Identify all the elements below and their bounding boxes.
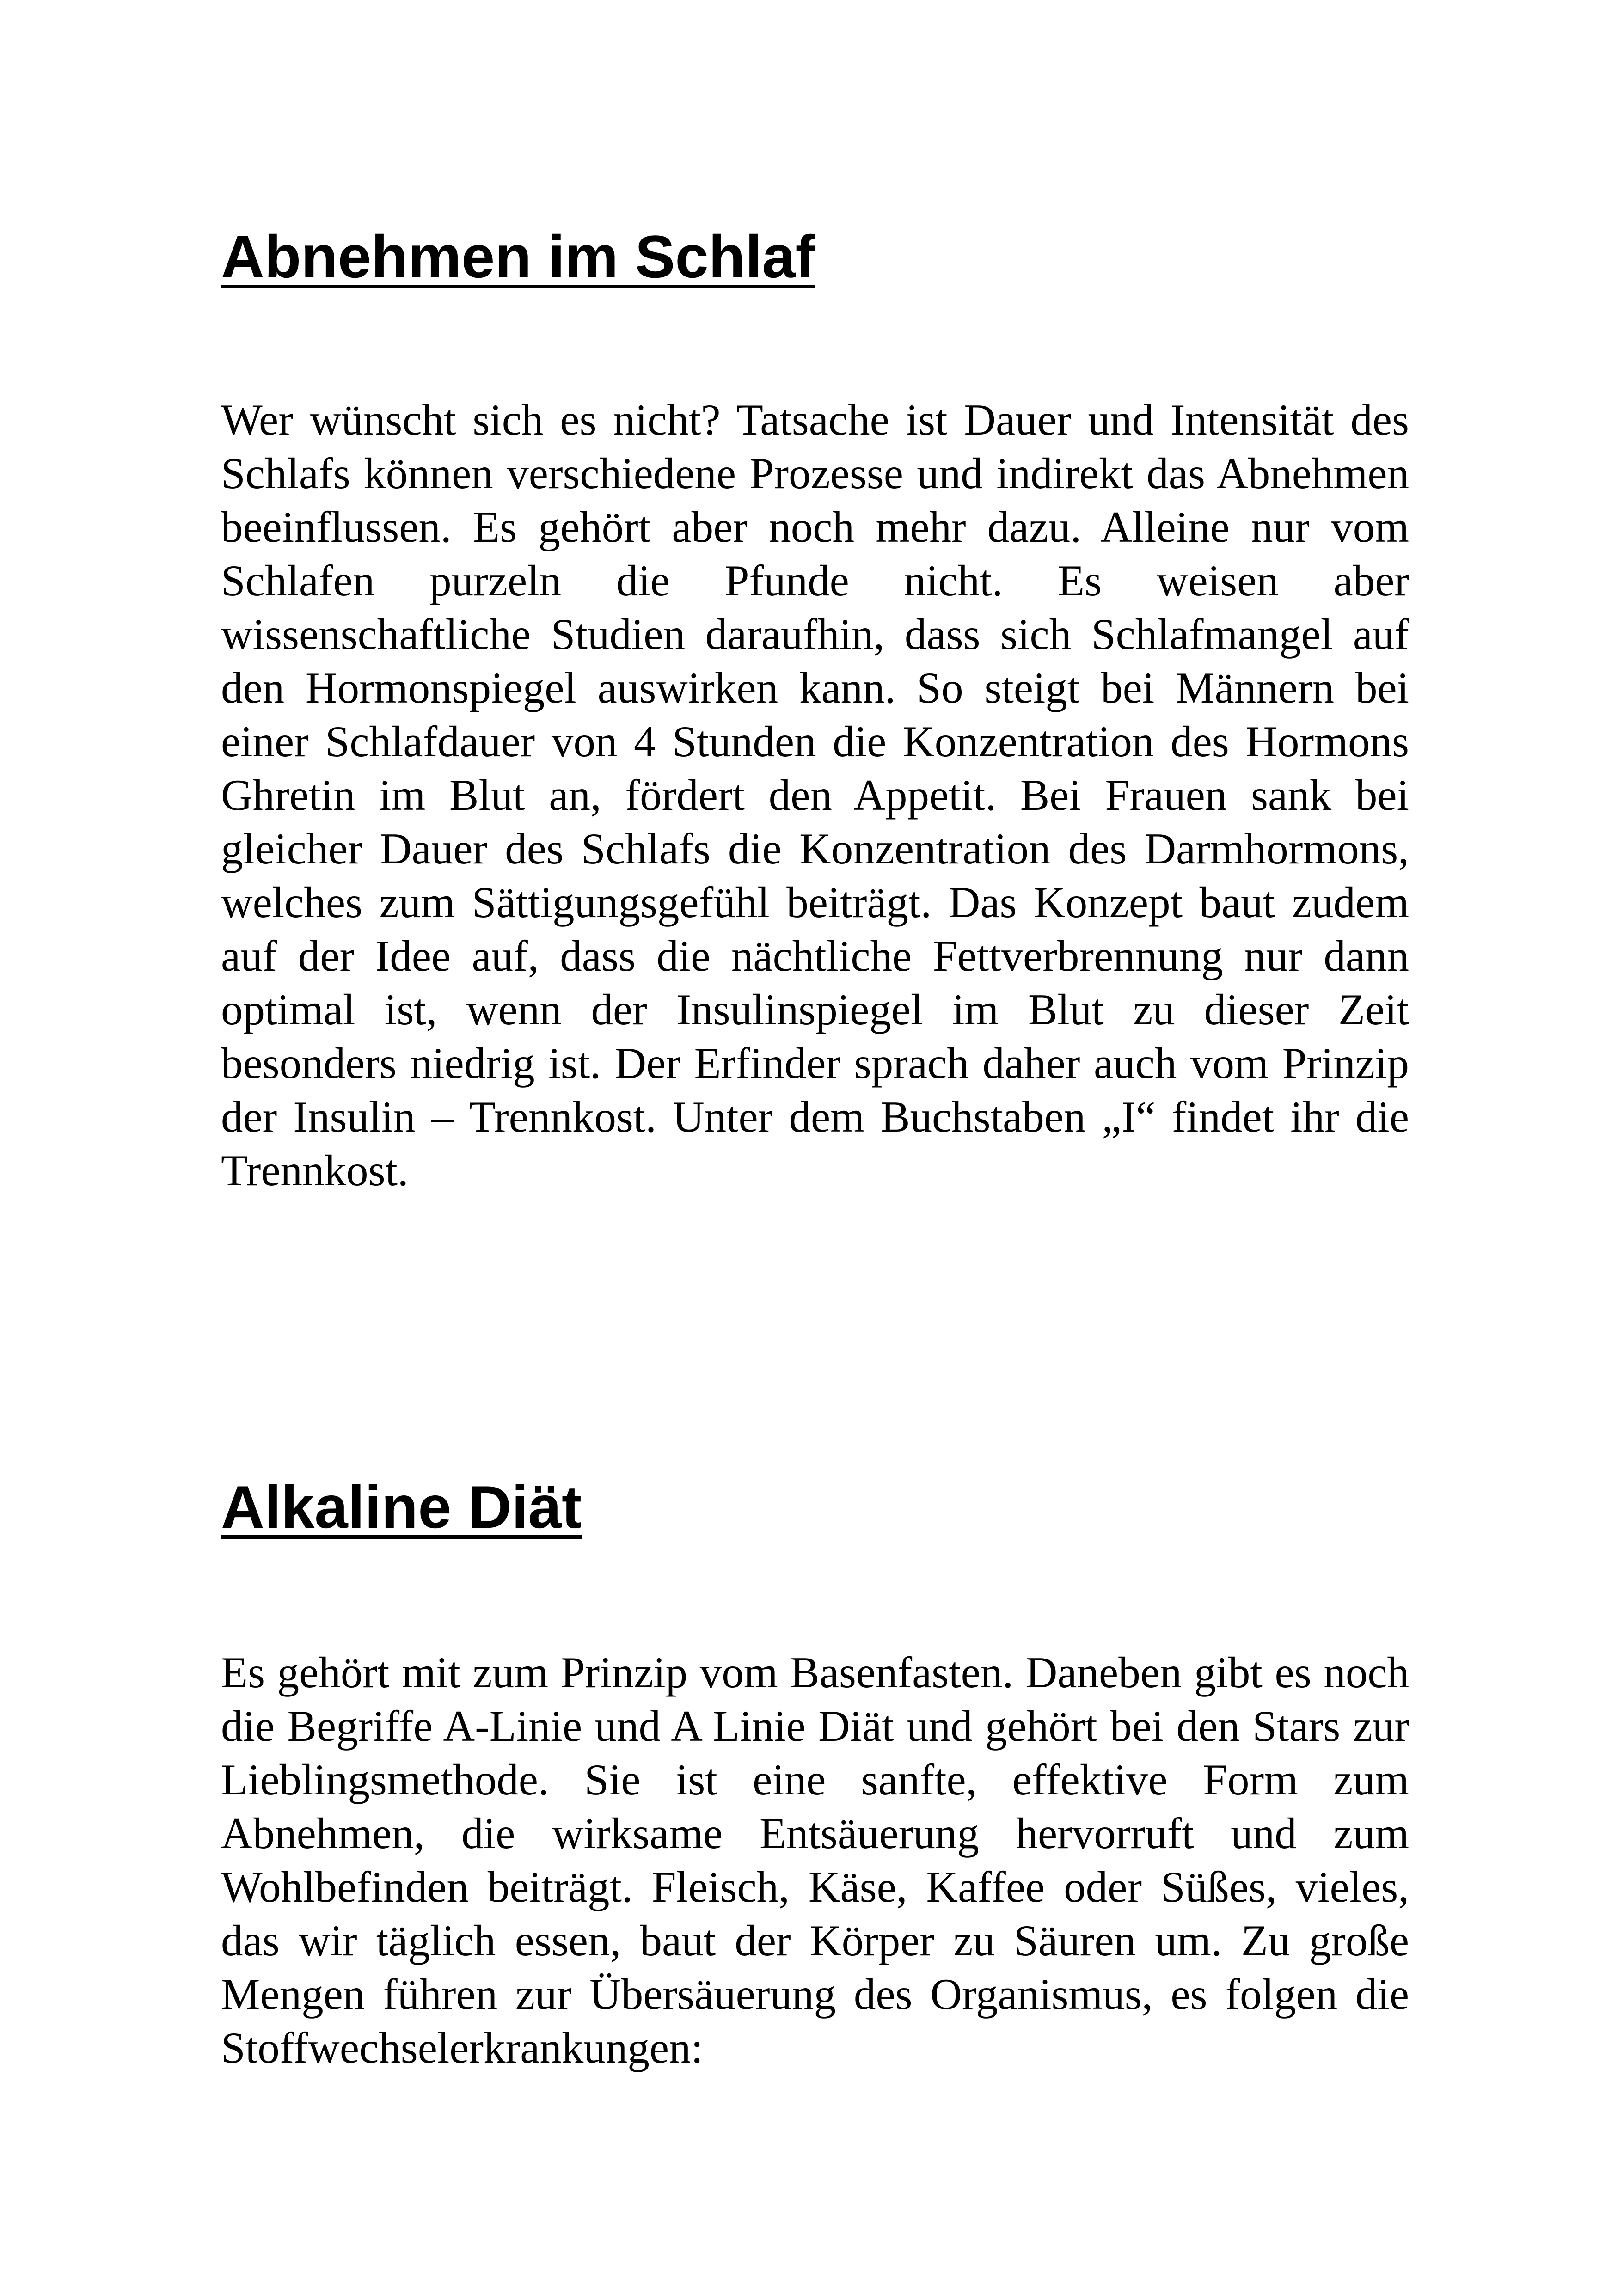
section-paragraph: Wer wünscht sich es nicht? Tatsache ist Dauer und Intensität des Schlafs können verschiedene Prozesse und indirekt das Abnehmen beeinflussen. Es gehört aber noch mehr dazu. Alleine nur vom Schlafen purzeln die Pfunde nicht. Es weisen aber wissenschaftliche Studien daraufhin, dass sich Schlafmangel auf den Hormonspiegel auswirken kann. So steigt bei Männern bei einer Schlafdauer von 4 Stunden die Konzentration des Hormons Ghretin im Blut an, fördert den Appetit. Bei Frauen sank bei gleicher Dauer des Schlafs die Konzentration des Darmhormons, welches zum Sättigungsgefühl beiträgt. Das Konzept baut zudem auf der Idee auf, dass die nächtliche Fettverbrennung nur dann optimal ist, wenn der Insulinspiegel im Blut zu dieser Zeit besonders niedrig ist. Der Erfinder sprach daher auch vom Prinzip der Insulin – Trennkost. Unter dem Buchstaben „I“ findet ihr die Trennkost. (221, 395, 1409, 1195)
section-heading: Abnehmen im Schlaf (221, 223, 815, 290)
section-paragraph: Es gehört mit zum Prinzip vom Basenfasten. Daneben gibt es noch die Begriffe A-Linie und A Linie Diät und gehört bei den Stars zur Lieblingsmethode. Sie ist eine sanfte, effektive Form zum Abnehmen, die wirksame Entsäuerung hervorruft und zum Wohlbefinden beiträgt. Fleisch, Käse, Kaffee oder Süßes, vieles, das wir täglich essen, baut der Körper zu Säuren um. Zu große Mengen führen zur Übersäuerung des Organismus, es folgen die Stoffwechselerkrankungen: (221, 1648, 1409, 2072)
section-heading: Alkaline Diät (221, 1473, 582, 1541)
